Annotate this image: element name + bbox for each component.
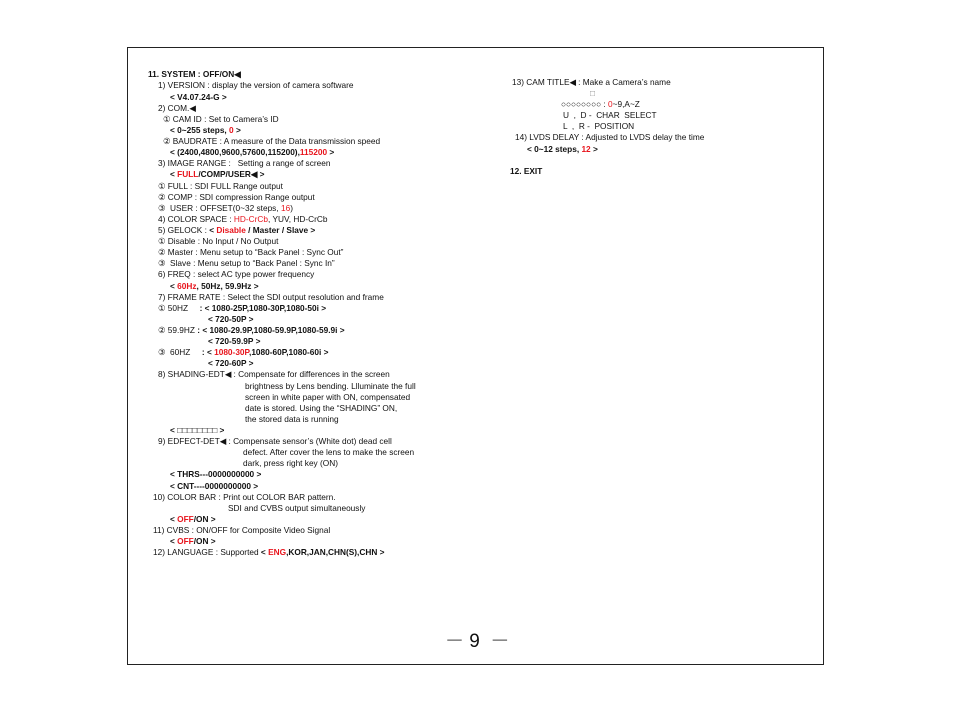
item-cam-id: ① CAM ID : Set to Camera’s ID (163, 114, 279, 124)
item-language: 12) LANGUAGE : Supported < ENG,KOR,JAN,CHN(S),CHN > (153, 547, 385, 557)
cam-title-chars: ○○○○○○○○ : 0~9,A~Z (561, 99, 640, 109)
item-color-space: 4) COLOR SPACE : HD-CrCb, YUV, HD-CrCb (158, 214, 328, 224)
item-color-bar: 10) COLOR BAR : Print out COLOR BAR pattern. (153, 492, 336, 502)
lvds-delay-value: < 0~12 steps, 12 > (527, 144, 598, 154)
freq-value: < 60Hz, 50Hz, 59.9Hz > (170, 281, 259, 291)
frame-50hz-720: < 720-50P > (208, 314, 254, 324)
item-cam-title: 13) CAM TITLE◀ : Make a Camera’s name (512, 77, 671, 87)
cvbs-value: < OFF/ON > (170, 536, 216, 546)
section-heading-system: 11. SYSTEM : OFF/ON◀ (148, 69, 241, 79)
cam-title-box: □ (590, 88, 596, 98)
range-user: ③ USER : OFFSET(0~32 steps, 16) (158, 203, 293, 213)
item-version: 1) VERSION : display the version of camera software (158, 80, 354, 90)
page-number: － 9 － (445, 631, 510, 652)
gelock-master: ② Master : Menu setup to “Back Panel : Sync Out” (158, 247, 344, 257)
shading-value: < □□□□□□□□ > (170, 425, 225, 435)
shading-desc-2: screen in white paper with ON, compensated (245, 392, 411, 402)
gelock-disable: ① Disable : No Input / No Output (158, 236, 279, 246)
range-comp: ② COMP : SDI compression Range output (158, 192, 315, 202)
color-bar-value: < OFF/ON > (170, 514, 216, 524)
frame-59hz-720: < 720-59.9P > (208, 336, 261, 346)
gelock-slave: ③ Slave : Menu setup to “Back Panel : Sync In” (158, 258, 335, 268)
section-heading-exit: 12. EXIT (510, 166, 543, 176)
image-range-value: < FULL/COMP/USER◀ > (170, 169, 265, 179)
shading-desc-3: date is stored. Using the “SHADING” ON, (245, 403, 398, 413)
item-image-range: 3) IMAGE RANGE : Setting a range of screen (158, 158, 331, 168)
edfect-desc-1: defect. After cover the lens to make the screen (243, 447, 415, 457)
item-baudrate: ② BAUDRATE : A measure of the Data transmission speed (163, 136, 381, 146)
edfect-cnt: < CNT----0000000000 > (170, 481, 259, 491)
shading-desc-1: brightness by Lens bending. Llluminate the full (245, 381, 416, 391)
item-lvds-delay: 14) LVDS DELAY : Adjusted to LVDS delay the time (515, 132, 705, 142)
shading-desc-4: the stored data is running (245, 414, 339, 424)
cam-title-position: L , R - POSITION (563, 121, 635, 131)
item-edfect-det: 9) EDFECT-DET◀ : Compensate sensor’s (White dot) dead cell (158, 436, 392, 446)
frame-59hz: ② 59.9HZ : < 1080-29.9P,1080-59.9P,1080-59.9i > (158, 325, 345, 335)
cam-title-char-select: U , D - CHAR SELECT (563, 110, 657, 120)
item-shading-edt: 8) SHADING-EDT◀ : Compensate for differences in the screen (158, 369, 390, 379)
color-bar-desc: SDI and CVBS output simultaneously (228, 503, 366, 513)
baudrate-value: < (2400,4800,9600,57600,115200),115200 > (170, 147, 335, 157)
range-full: ① FULL : SDI FULL Range output (158, 181, 283, 191)
edfect-thrs: < THRS---0000000000 > (170, 469, 262, 479)
item-freq: 6) FREQ : select AC type power frequency (158, 269, 315, 279)
frame-60hz-720: < 720-60P > (208, 358, 254, 368)
item-com: 2) COM.◀ (158, 103, 196, 113)
frame-50hz: ① 50HZ : < 1080-25P,1080-30P,1080-50i > (158, 303, 327, 313)
item-cvbs: 11) CVBS : ON/OFF for Composite Video Signal (153, 525, 331, 535)
cam-id-value: < 0~255 steps, 0 > (170, 125, 241, 135)
frame-60hz: ③ 60HZ : < 1080-30P,1080-60P,1080-60i > (158, 347, 329, 357)
version-value: < V4.07.24-G > (170, 92, 227, 102)
item-gelock: 5) GELOCK : < Disable / Master / Slave > (158, 225, 316, 235)
edfect-desc-2: dark, press right key (ON) (243, 458, 338, 468)
item-frame-rate: 7) FRAME RATE : Select the SDI output resolution and frame (158, 292, 384, 302)
